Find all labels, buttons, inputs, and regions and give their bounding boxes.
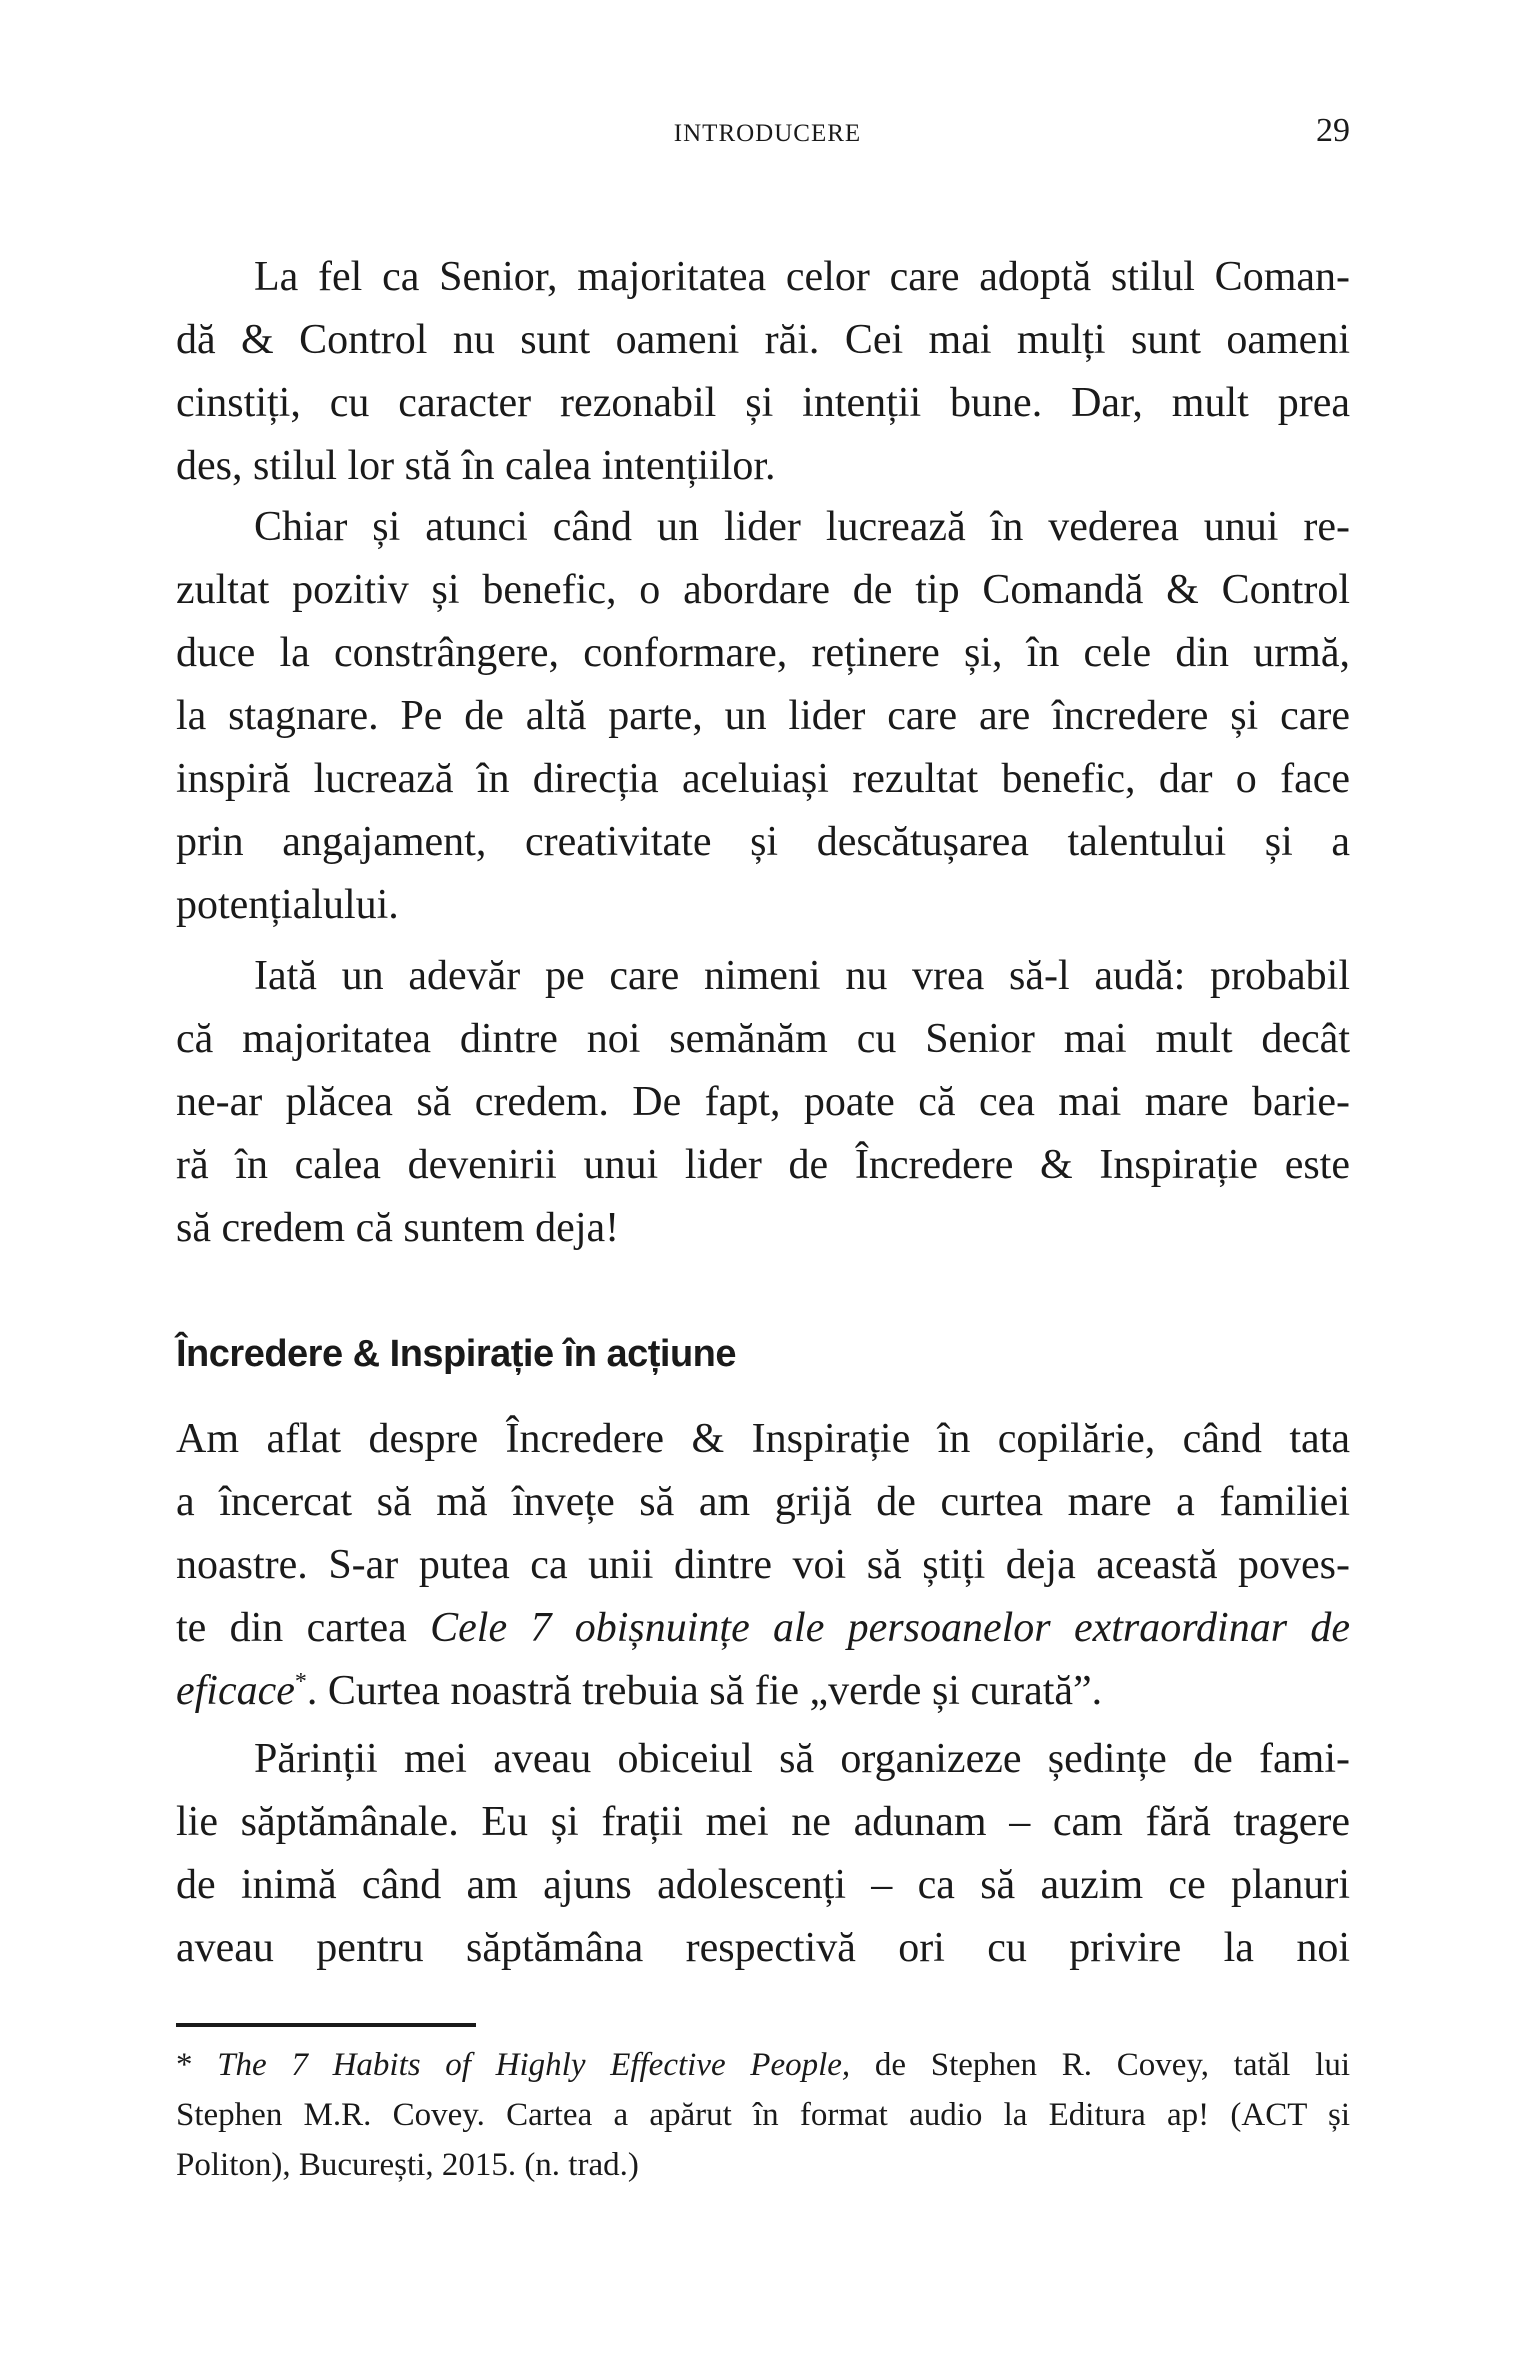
- text-line: că majoritatea dintre noi semănăm cu Senior mai mult decât: [176, 1016, 1350, 1062]
- text-line: des, stilul lor stă în calea intențiilor.: [176, 443, 776, 489]
- text-segment: de Stephen R. Covey, tatăl lui: [850, 2047, 1351, 2083]
- text-segment: te din cartea: [176, 1605, 431, 1651]
- text-line: Chiar și atunci când un lider lucrează în vederea unui re-: [254, 504, 1350, 550]
- text-line: cinstiți, cu caracter rezonabil și intenții bune. Dar, mult prea: [176, 380, 1350, 426]
- text-line: noastre. S-ar putea ca unii dintre voi să știți deja această poves-: [176, 1542, 1350, 1588]
- footnote-line: [176, 2040, 1350, 2090]
- book-title-italic: eficace: [176, 1668, 295, 1714]
- footnote-line: Stephen M.R. Covey. Cartea a apărut în format audio la Editura ap! (ACT și: [176, 2097, 1350, 2133]
- text-line: potențialului.: [176, 882, 399, 928]
- text-line: a încercat să mă învețe să am grijă de curtea mare a familiei: [176, 1479, 1350, 1525]
- section-heading: Încredere & Inspirație în acțiune: [176, 1333, 737, 1375]
- text-line: Am aflat despre Încredere & Inspirație în copilărie, când tata: [176, 1416, 1350, 1462]
- text-line: ră în calea devenirii unui lider de Încredere & Inspirație este: [176, 1142, 1350, 1188]
- text-line: Iată un adevăr pe care nimeni nu vrea să-l audă: probabil: [254, 953, 1350, 999]
- footnote-divider: [176, 2023, 476, 2027]
- paragraph-1: [176, 246, 1350, 498]
- text-line: inspiră lucrează în direcția aceluiași rezultat benefic, dar o face: [176, 756, 1350, 802]
- text-line: prin angajament, creativitate și descătușarea talentului și a: [176, 819, 1350, 865]
- book-title-italic: Cele 7 obișnuințe ale persoanelor extraordinar de: [430, 1605, 1350, 1651]
- paragraph-5: [176, 1728, 1350, 1980]
- paragraph-3: [176, 945, 1350, 1260]
- text-line: dă & Control nu sunt oameni răi. Cei mai mulți sunt oameni: [176, 317, 1350, 363]
- text-line: zultat pozitiv și benefic, o abordare de tip Comandă & Control: [176, 567, 1350, 613]
- footnote-reference[interactable]: *: [294, 1669, 307, 1695]
- footnote-mark: *: [176, 2047, 193, 2083]
- paragraph-2: [176, 496, 1350, 937]
- paragraph-4: [176, 1408, 1350, 1723]
- text-line: să credem că suntem deja!: [176, 1205, 620, 1251]
- text-line: [176, 1597, 1350, 1660]
- text-line: aveau pentru săptămâna respectivă ori cu privire la noi: [176, 1925, 1350, 1971]
- text-line: duce la constrângere, conformare, reținere și, în cele din urmă,: [176, 630, 1350, 676]
- text-line: ne-ar plăcea să credem. De fapt, poate că cea mai mare barie-: [176, 1079, 1350, 1125]
- text-line: [176, 1660, 1350, 1723]
- text-segment: . Curtea noastră trebuia să fie „verde și curată”.: [306, 1668, 1103, 1714]
- text-line: de inimă când am ajuns adolescenți – ca să auzim ce planuri: [176, 1862, 1350, 1908]
- text-line: lie săptămânale. Eu și frații mei ne adunam – cam fără tragere: [176, 1799, 1350, 1845]
- footnote-book-title: The 7 Habits of Highly Effective People,: [217, 2047, 851, 2083]
- page-number: 29: [1316, 112, 1350, 149]
- text-line: la stagnare. Pe de altă parte, un lider care are încredere și care: [176, 693, 1350, 739]
- footnote-line: Politon), București, 2015. (n. trad.): [176, 2147, 639, 2183]
- text-line: La fel ca Senior, majoritatea celor care adoptă stilul Coman-: [254, 254, 1350, 300]
- text-line: Părinții mei aveau obiceiul să organizeze ședințe de fami-: [254, 1736, 1350, 1782]
- running-header-title: INTRODUCERE: [673, 120, 862, 147]
- footnote: [176, 2040, 1350, 2190]
